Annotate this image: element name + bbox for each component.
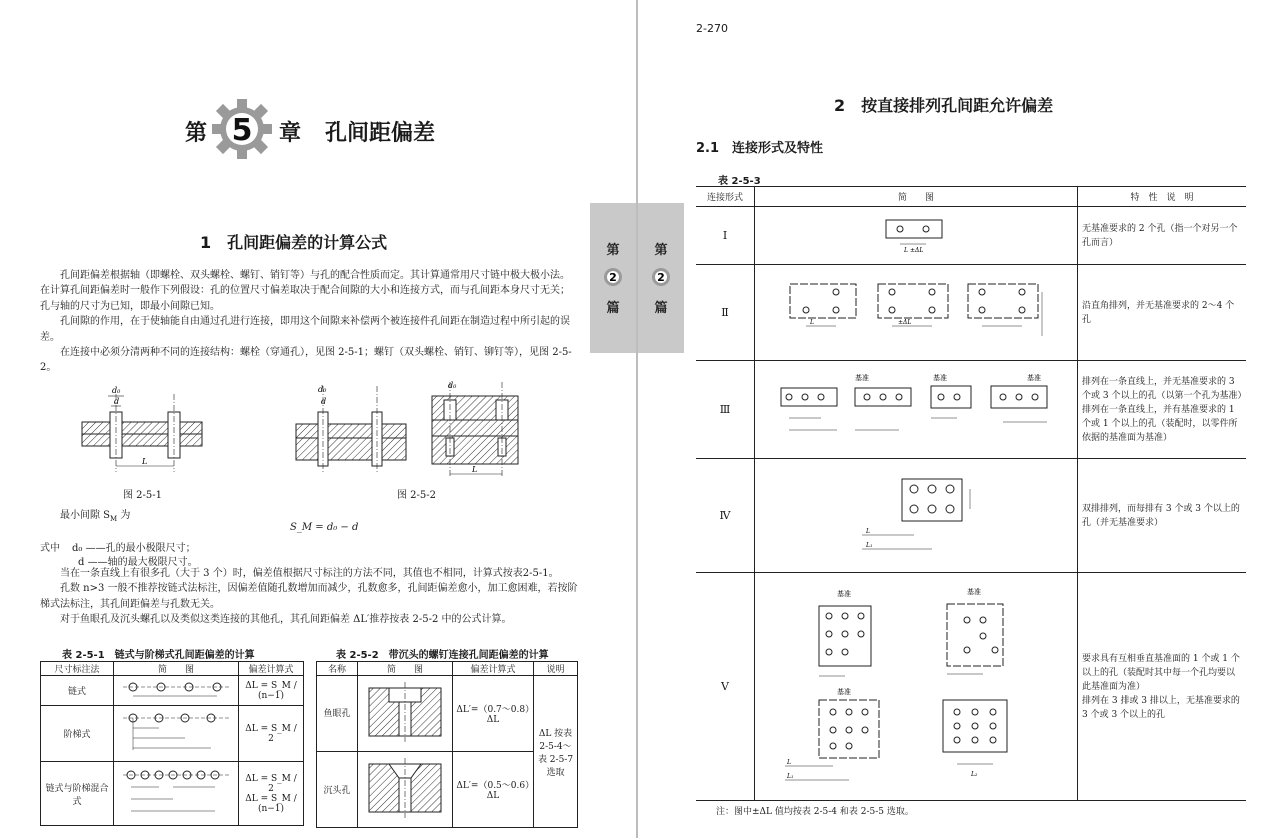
table-2-5-1 bbox=[40, 661, 304, 826]
paragraph: 对于鱼眼孔及沉头螺孔以及类似这类连接的其他孔，其孔间距偏差 ΔL′推荐按表 2-5-2 中的公式计算。 bbox=[60, 614, 512, 626]
form-cell: Ⅱ bbox=[696, 265, 755, 361]
section-title: 1 孔间距偏差的计算公式 bbox=[200, 233, 388, 252]
side-tab-bottom: 篇 bbox=[606, 301, 620, 316]
col-header: 连接形式 bbox=[696, 187, 755, 207]
dim-label: L bbox=[866, 528, 870, 535]
table-row bbox=[41, 706, 304, 762]
datum-label: 基准 bbox=[967, 588, 981, 596]
col-header: 说明 bbox=[534, 662, 578, 676]
desc-cell: 无基准要求的 2 个孔（指一个对另一个孔而言） bbox=[1078, 207, 1247, 265]
table-row bbox=[696, 573, 1246, 801]
table-note: 注：图中±ΔL 值均按表 2-5-4 和表 2-5-5 选取。 bbox=[716, 807, 914, 817]
side-tab-top: 第 bbox=[606, 243, 620, 258]
form-cell: Ⅰ bbox=[696, 207, 755, 265]
dim-tol: ±ΔL bbox=[898, 319, 912, 326]
dim-label: L bbox=[810, 319, 814, 326]
table-2-5-2 bbox=[316, 661, 578, 828]
datum-label: 基准 bbox=[933, 374, 947, 382]
label-d0: d₀ bbox=[318, 385, 327, 394]
min-gap-text: 最小间隙 S bbox=[60, 510, 111, 521]
col-header: 名称 bbox=[317, 662, 358, 676]
col-header: 尺寸标注法 bbox=[41, 662, 114, 676]
mixed-sketch bbox=[121, 767, 231, 817]
sketch-cell bbox=[755, 573, 1078, 801]
page-number: 2-270 bbox=[696, 22, 728, 35]
table-row bbox=[317, 676, 578, 752]
where-line-2: d ——轴的最大极限尺寸。 bbox=[78, 557, 198, 568]
formula-cell: ΔL = S_M / 2 bbox=[239, 706, 304, 762]
desc-line: 要求具有互相垂直基准面的 1 个或 1 个以上的孔（装配时其中每一个孔均要以此基准面为准） bbox=[1082, 653, 1240, 692]
sketch-cell bbox=[114, 706, 239, 762]
side-tab-top: 第 bbox=[654, 243, 668, 258]
sketch-form-4 bbox=[846, 469, 986, 559]
col-header: 简 图 bbox=[755, 187, 1078, 207]
gear-icon bbox=[211, 96, 273, 162]
sketch-cell bbox=[358, 676, 453, 752]
formula-line: ΔL = S_M / (n−1) bbox=[245, 793, 297, 814]
col-header: 简 图 bbox=[358, 662, 453, 676]
table-row bbox=[696, 265, 1246, 361]
table-row bbox=[41, 762, 304, 826]
label-d: d bbox=[114, 397, 120, 406]
chapter-title: 孔间距偏差 bbox=[325, 121, 436, 146]
side-tab-number: 2 bbox=[609, 271, 617, 284]
method-cell: 链式与阶梯混合式 bbox=[41, 762, 114, 826]
col-header: 偏差计算式 bbox=[453, 662, 534, 676]
side-tab bbox=[590, 203, 636, 353]
chapter-number: 5 bbox=[231, 113, 253, 148]
form-cell: Ⅳ bbox=[696, 459, 755, 573]
countersink-sketch bbox=[365, 758, 445, 818]
side-tab-number: 2 bbox=[657, 271, 665, 284]
formula-cell: ΔL′=（0.7～0.8）ΔL bbox=[453, 676, 534, 752]
desc-cell bbox=[1078, 361, 1247, 459]
intro-paragraphs bbox=[40, 268, 578, 376]
paragraph: 在连接中必须分清两种不同的连接结构：螺栓（穿通孔），见图 2-5-1；螺钉（双头螺栓、销钉、铆钉等），见图 2-5-2。 bbox=[40, 347, 572, 374]
form-cell: Ⅲ bbox=[696, 361, 755, 459]
col-header: 偏差计算式 bbox=[239, 662, 304, 676]
desc-cell bbox=[1078, 573, 1247, 801]
formula: S_M = d₀ − d bbox=[290, 522, 359, 533]
method-cell: 链式 bbox=[41, 676, 114, 706]
figure-2-5-1 bbox=[72, 382, 212, 474]
paragraph: 孔数 n>3 一般不推荐按链式法标注，因偏差值随孔数增加而减少，孔数愈多，孔间距偏差愈小，加工愈困难，若按阶梯式法标注，其孔间距偏差与孔数无关。 bbox=[40, 583, 578, 610]
side-tab-bottom: 篇 bbox=[654, 301, 668, 316]
table-caption: 表 2-5-2 带沉头的螺钉连接孔间距偏差的计算 bbox=[336, 650, 549, 661]
sketch-form-2 bbox=[786, 276, 1046, 346]
table-row bbox=[696, 361, 1246, 459]
figure-caption: 图 2-5-2 bbox=[397, 490, 437, 501]
form-cell: Ⅴ bbox=[696, 573, 755, 801]
paragraph: 孔间距偏差根据轴（即螺栓、双头螺栓、螺钉、销钉等）与孔的配合性质而定。其计算通常用尺寸链中极大极小法。在计算孔间距偏差时一般作下列假设：孔的位置尺寸偏差取决于配合间隙的大小和连接方式，而与孔间距本身尺寸无关；孔与轴的尺寸为已知，即最小间隙已知。 bbox=[40, 270, 570, 312]
table-row bbox=[41, 676, 304, 706]
side-tab bbox=[638, 203, 684, 353]
desc-line: 排列在 3 排或 3 排以上，无基准要求的 3 个或 3 个以上的孔 bbox=[1082, 695, 1240, 720]
table-2-5-3 bbox=[696, 186, 1246, 801]
sketch-cell bbox=[114, 762, 239, 826]
datum-label: 基准 bbox=[837, 688, 851, 696]
section-title: 2 按直接排列孔间距允许偏差 bbox=[834, 96, 1054, 115]
chapter-prefix: 第 bbox=[185, 121, 208, 146]
chapter-suffix: 章 bbox=[279, 121, 302, 146]
sketch-cell bbox=[755, 459, 1078, 573]
formula-line: ΔL = S_M / 2 bbox=[245, 773, 297, 794]
datum-label: 基准 bbox=[837, 590, 851, 598]
right-page bbox=[638, 0, 1276, 838]
sketch-form-1 bbox=[876, 214, 956, 254]
label-L: L bbox=[472, 465, 478, 474]
label-d0: d₀ bbox=[112, 386, 121, 395]
where-label: 式中 bbox=[40, 543, 60, 554]
desc-cell: 沿直角排列，并无基准要求的 2～4 个孔 bbox=[1078, 265, 1247, 361]
col-header: 简 图 bbox=[114, 662, 239, 676]
chain-sketch bbox=[121, 678, 231, 700]
paragraph: 孔间隙的作用，在于使轴能自由通过孔进行连接，即用这个间隙来补偿两个被连接件孔间距在制造过程中所引起的误差。 bbox=[40, 316, 570, 343]
formula-cell bbox=[239, 762, 304, 826]
label-d0: d₀ bbox=[448, 381, 457, 390]
col-header: 特 性 说 明 bbox=[1078, 187, 1247, 207]
name-cell: 沉头孔 bbox=[317, 752, 358, 828]
table-label: 表 2-5-3 bbox=[718, 176, 761, 187]
note-cell: ΔL 按表 2-5-4～表 2-5-7 选取 bbox=[534, 676, 578, 828]
table-row bbox=[696, 459, 1246, 573]
sketch-cell bbox=[755, 207, 1078, 265]
sketch-cell bbox=[114, 676, 239, 706]
desc-cell: 双排排列，而每排有 3 个或 3 个以上的孔（并无基准要求） bbox=[1078, 459, 1247, 573]
sketch-form-3 bbox=[771, 372, 1061, 444]
dim-label: L₁ bbox=[866, 542, 873, 549]
sketch-cell bbox=[358, 752, 453, 828]
figure-2-5-2 bbox=[292, 378, 522, 482]
datum-label: 基准 bbox=[855, 374, 869, 382]
sketch-cell bbox=[755, 265, 1078, 361]
subsection-title: 2.1 连接形式及特性 bbox=[696, 141, 824, 156]
name-cell: 鱼眼孔 bbox=[317, 676, 358, 752]
dim-tol: ±ΔL bbox=[910, 247, 924, 254]
label-L: L bbox=[142, 457, 148, 466]
label-d: d bbox=[321, 397, 327, 406]
table-row bbox=[696, 207, 1246, 265]
formula-cell: ΔL = S_M / (n−1) bbox=[239, 676, 304, 706]
dim-label: L₁ bbox=[787, 773, 794, 780]
min-gap-tail: 为 bbox=[117, 510, 131, 521]
method-cell: 阶梯式 bbox=[41, 706, 114, 762]
dim-label: L₂ bbox=[971, 771, 978, 778]
min-gap-sub: M bbox=[110, 515, 118, 523]
step-sketch bbox=[121, 710, 231, 754]
gear-icon bbox=[602, 266, 624, 288]
dim-label: L bbox=[904, 247, 908, 254]
sketch-form-5 bbox=[771, 580, 1061, 790]
gear-icon bbox=[650, 266, 672, 288]
left-page bbox=[0, 0, 636, 838]
dim-label: L bbox=[787, 759, 791, 766]
paragraphs-2 bbox=[40, 566, 578, 628]
formula-cell: ΔL′=（0.5～0.6）ΔL bbox=[453, 752, 534, 828]
chapter-heading bbox=[185, 96, 465, 166]
sketch-cell bbox=[755, 361, 1078, 459]
paragraph: 当在一条直线上有很多孔（大于 3 个）时，偏差值根据尺寸标注的方法不同，其值也不相同，计算式按表2-5-1。 bbox=[60, 568, 559, 579]
table-caption: 表 2-5-1 链式与阶梯式孔间距偏差的计算 bbox=[62, 650, 255, 661]
datum-label: 基准 bbox=[1027, 374, 1041, 382]
desc-line: 排列在一条直线上，并无基准要求的 3 个或 3 个以上的孔（以第一个孔为基准） bbox=[1082, 376, 1247, 401]
desc-line: 排列在一条直线上，并有基准要求的 1 个或 1 个以上的孔（装配时，以零件所依据的基准面为基准） bbox=[1082, 404, 1238, 443]
figure-caption: 图 2-5-1 bbox=[123, 490, 163, 501]
counterbore-sketch bbox=[365, 682, 445, 742]
where-line-1: d₀ ——孔的最小极限尺寸； bbox=[72, 543, 196, 554]
